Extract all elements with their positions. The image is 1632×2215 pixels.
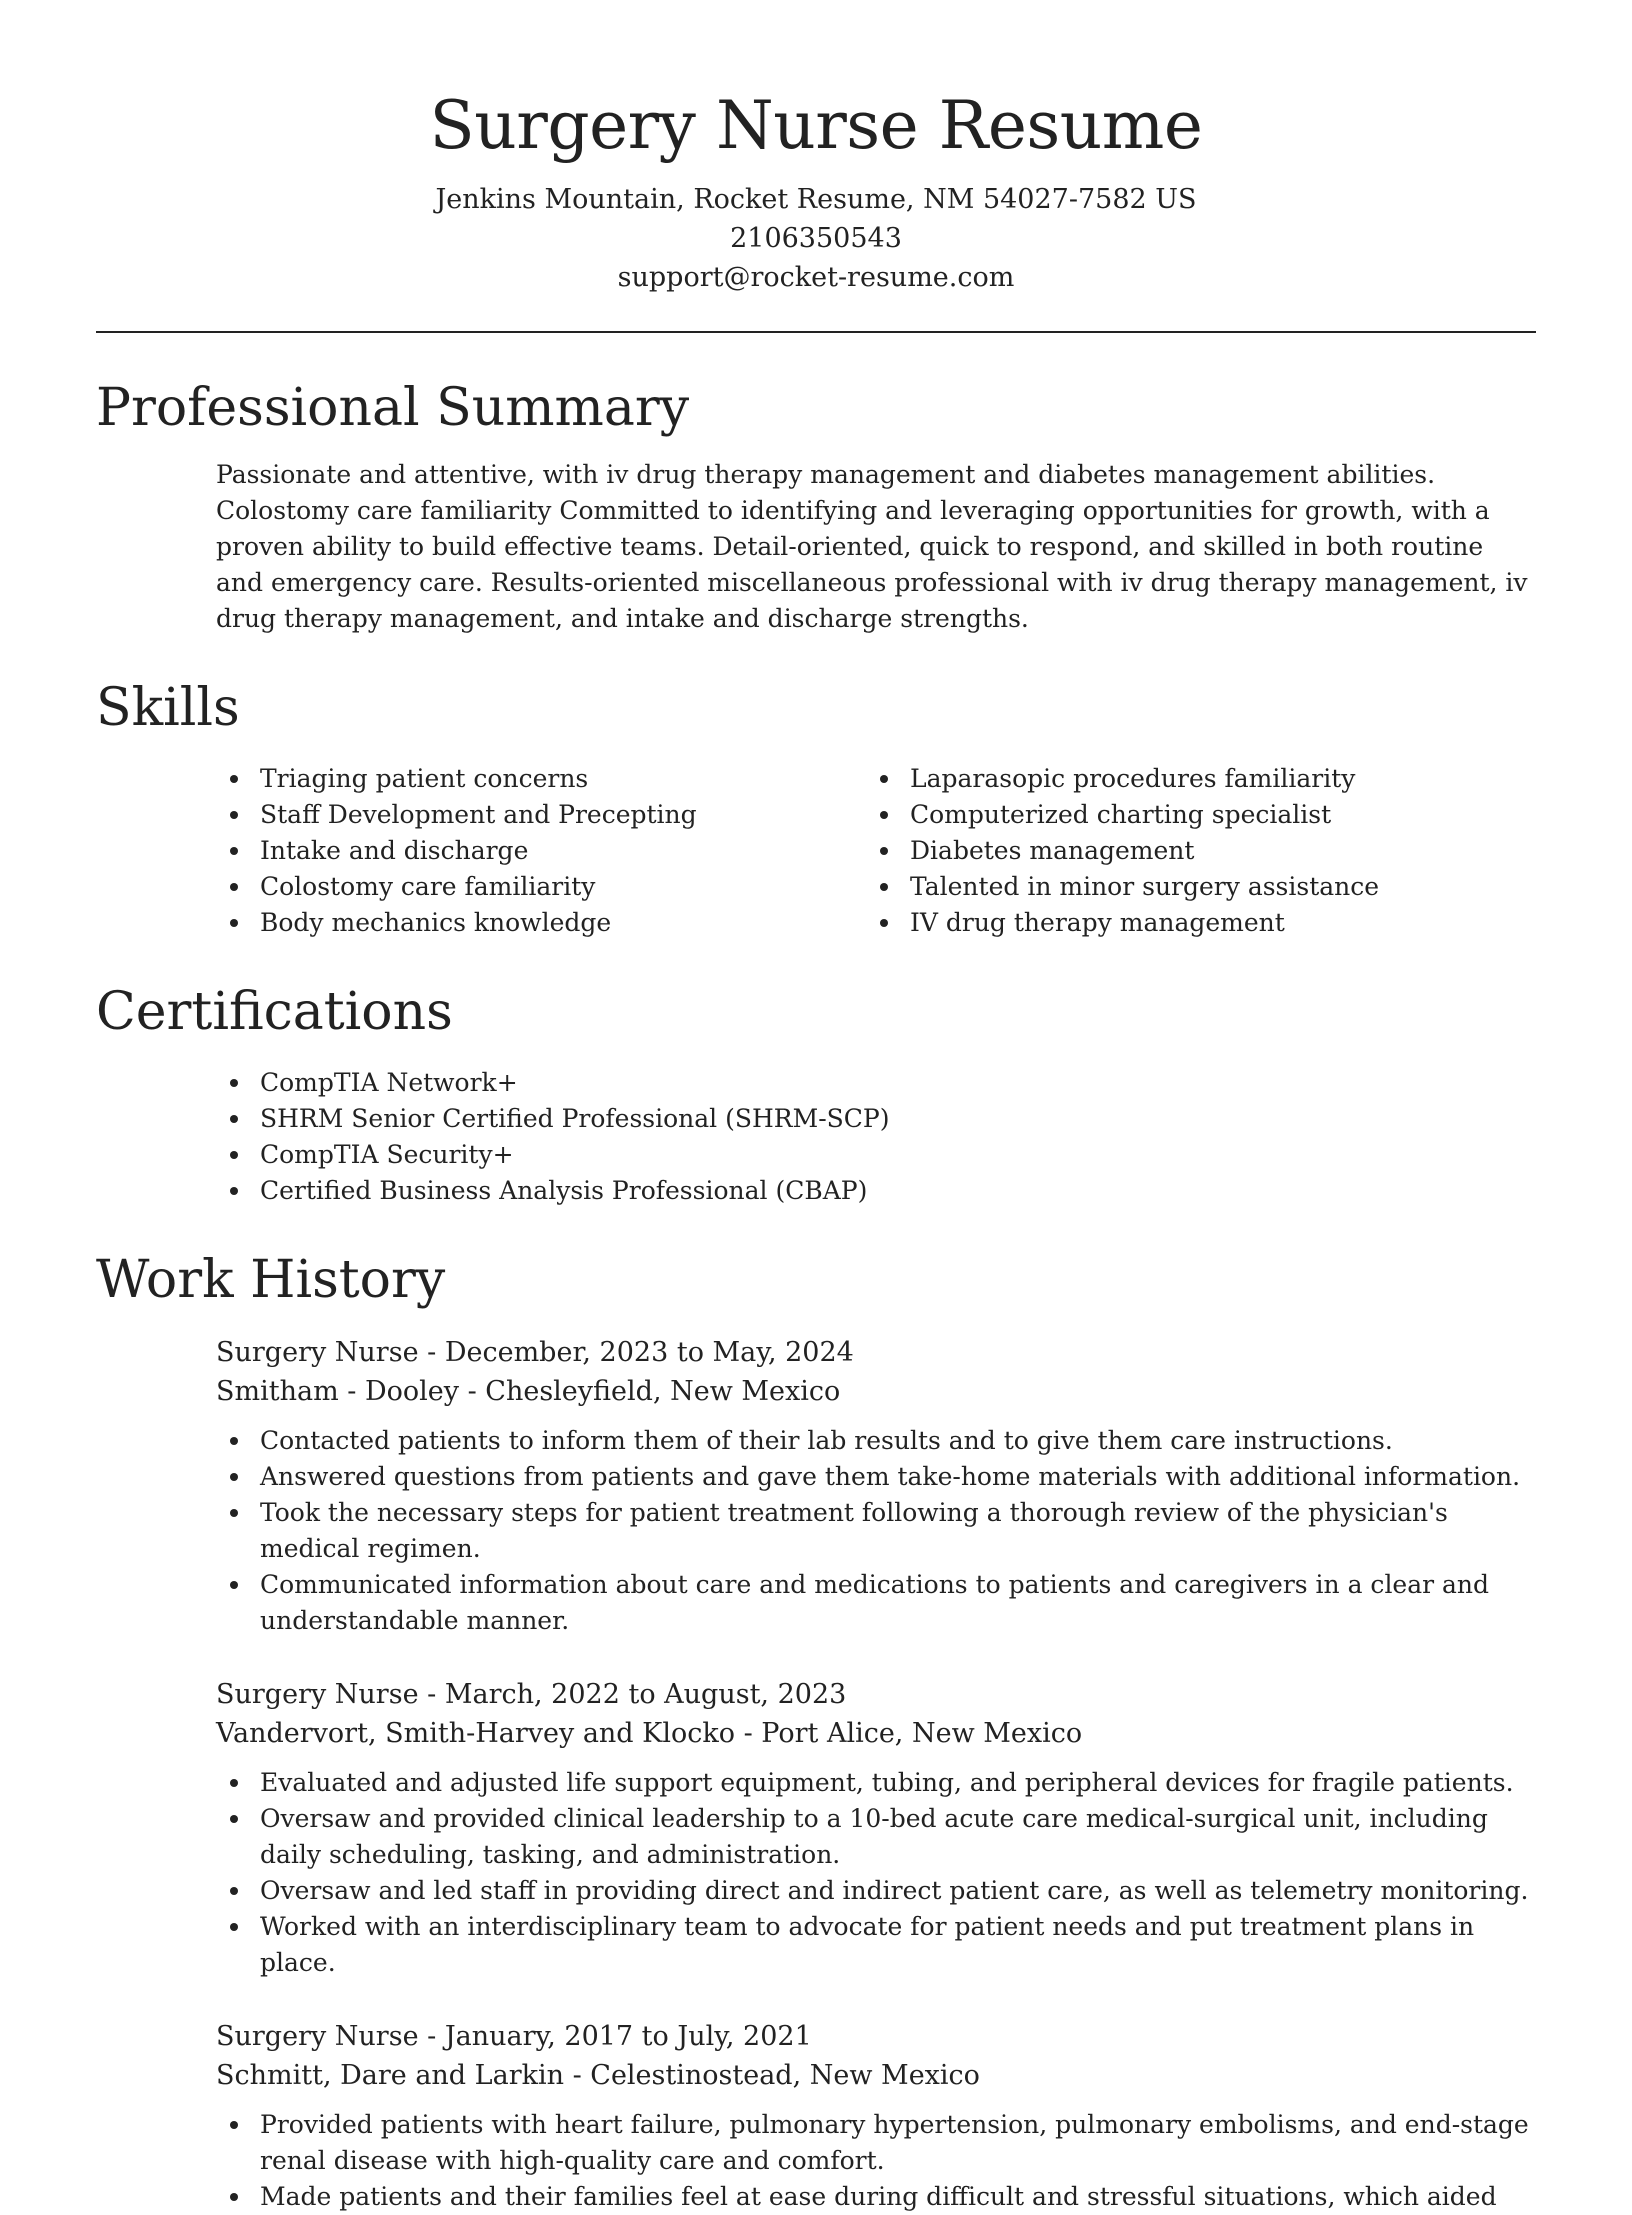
- skill-item: Staff Development and Precepting: [216, 797, 866, 833]
- resume-header: [96, 0, 1536, 297]
- contact-block: [96, 180, 1536, 297]
- header-divider: [96, 331, 1536, 333]
- certifications-section: [96, 979, 1536, 1209]
- certification-item: CompTIA Network+: [216, 1065, 1536, 1101]
- skill-item: Diabetes management: [866, 833, 1516, 869]
- skill-item: Body mechanics knowledge: [216, 905, 866, 941]
- job-bullet: Oversaw and provided clinical leadership to a 10-bed acute care medical-surgical unit, including daily scheduling, tasking, and administration.: [216, 1801, 1536, 1873]
- job-entry: [216, 1675, 1536, 1981]
- contact-email: support@rocket-resume.com: [617, 262, 1015, 293]
- job-dates: - January, 2017 to July, 2021: [418, 2021, 812, 2052]
- job-bullet: Provided patients with heart failure, pulmonary hypertension, pulmonary embolisms, and end-stage renal disease with high-quality care and comfort.: [216, 2107, 1536, 2179]
- job-role: Surgery Nurse: [216, 1337, 419, 1368]
- job-dates: - December, 2023 to May, 2024: [418, 1337, 854, 1368]
- skills-list-right: [866, 761, 1516, 941]
- job-location: - Port Alice, New Mexico: [734, 1718, 1083, 1749]
- skill-item: Talented in minor surgery assistance: [866, 869, 1516, 905]
- job-bullet: Answered questions from patients and gave them take-home materials with additional information.: [216, 1459, 1536, 1495]
- job-bullet: Worked with an interdisciplinary team to advocate for patient needs and put treatment plans in place.: [216, 1909, 1536, 1981]
- contact-address: Jenkins Mountain, Rocket Resume, NM 54027-7582 US: [435, 184, 1197, 215]
- job-bullet: Took the necessary steps for patient treatment following a thorough review of the physician's medical regimen.: [216, 1495, 1536, 1567]
- certification-item: CompTIA Security+: [216, 1137, 1536, 1173]
- job-title-line: [216, 1333, 1536, 1372]
- summary-heading: Professional Summary: [96, 378, 690, 438]
- work-history-section: [96, 1247, 1536, 2215]
- job-bullet: Evaluated and adjusted life support equipment, tubing, and peripheral devices for fragile patients.: [216, 1765, 1536, 1801]
- job-bullets: [216, 1423, 1536, 1639]
- job-location: - Chesleyfield, New Mexico: [459, 1376, 841, 1407]
- resume-page: [96, 0, 1536, 2215]
- skills-list-left: [216, 761, 866, 941]
- certification-item: SHRM Senior Certified Professional (SHRM-SCP): [216, 1101, 1536, 1137]
- skill-item: Laparasopic procedures familiarity: [866, 761, 1516, 797]
- job-role: Surgery Nurse: [216, 2021, 419, 2052]
- contact-phone: 2106350543: [730, 223, 902, 254]
- skill-item: Intake and discharge: [216, 833, 866, 869]
- job-bullets: [216, 1765, 1536, 1981]
- skills-heading: Skills: [96, 678, 240, 738]
- job-bullets: [216, 2107, 1536, 2215]
- job-company: Vandervort, Smith-Harvey and Klocko: [216, 1718, 735, 1749]
- skills-section: [96, 675, 1536, 941]
- skill-item: Colostomy care familiarity: [216, 869, 866, 905]
- skill-item: Triaging patient concerns: [216, 761, 866, 797]
- certification-item: Certified Business Analysis Professional (CBAP): [216, 1173, 1536, 1209]
- job-company: Schmitt, Dare and Larkin: [216, 2060, 564, 2091]
- job-entry: [216, 1333, 1536, 1639]
- job-dates: - March, 2022 to August, 2023: [418, 1679, 847, 1710]
- job-bullet: Communicated information about care and medications to patients and caregivers in a clear and understandable manner.: [216, 1567, 1536, 1639]
- job-company-line: [216, 1372, 1536, 1411]
- certifications-list: [216, 1065, 1536, 1209]
- job-title-line: [216, 2017, 1536, 2056]
- skills-columns: [216, 761, 1536, 941]
- certifications-heading: Certifications: [96, 982, 453, 1042]
- job-company-line: [216, 1714, 1536, 1753]
- job-location: - Celestinostead, New Mexico: [564, 2060, 980, 2091]
- job-title-line: [216, 1675, 1536, 1714]
- summary-section: [96, 375, 1536, 637]
- page-title: Surgery Nurse Resume: [429, 87, 1203, 164]
- job-entry: [216, 2017, 1536, 2215]
- job-company: Smitham - Dooley: [216, 1376, 459, 1407]
- job-bullet: Oversaw and led staff in providing direct and indirect patient care, as well as telemetry monitoring.: [216, 1873, 1536, 1909]
- work-history-heading: Work History: [96, 1250, 446, 1310]
- job-company-line: [216, 2056, 1536, 2095]
- summary-text: Passionate and attentive, with iv drug therapy management and diabetes management abilities. Colostomy care familiarity Committed to identifying and leveraging opportunities for growth, with a proven ability to build effective teams. Detail-oriented, quick to respond, and skilled in both routine and emergency care. Results-oriented miscellaneous professional with iv drug therapy management, iv drug therapy management, and intake and discharge strengths.: [216, 460, 1528, 633]
- skill-item: IV drug therapy management: [866, 905, 1516, 941]
- job-bullet: Made patients and their families feel at ease during difficult and stressful situations, which aided: [216, 2179, 1536, 2215]
- skill-item: Computerized charting specialist: [866, 797, 1516, 833]
- job-role: Surgery Nurse: [216, 1679, 419, 1710]
- job-bullet: Contacted patients to inform them of their lab results and to give them care instructions.: [216, 1423, 1536, 1459]
